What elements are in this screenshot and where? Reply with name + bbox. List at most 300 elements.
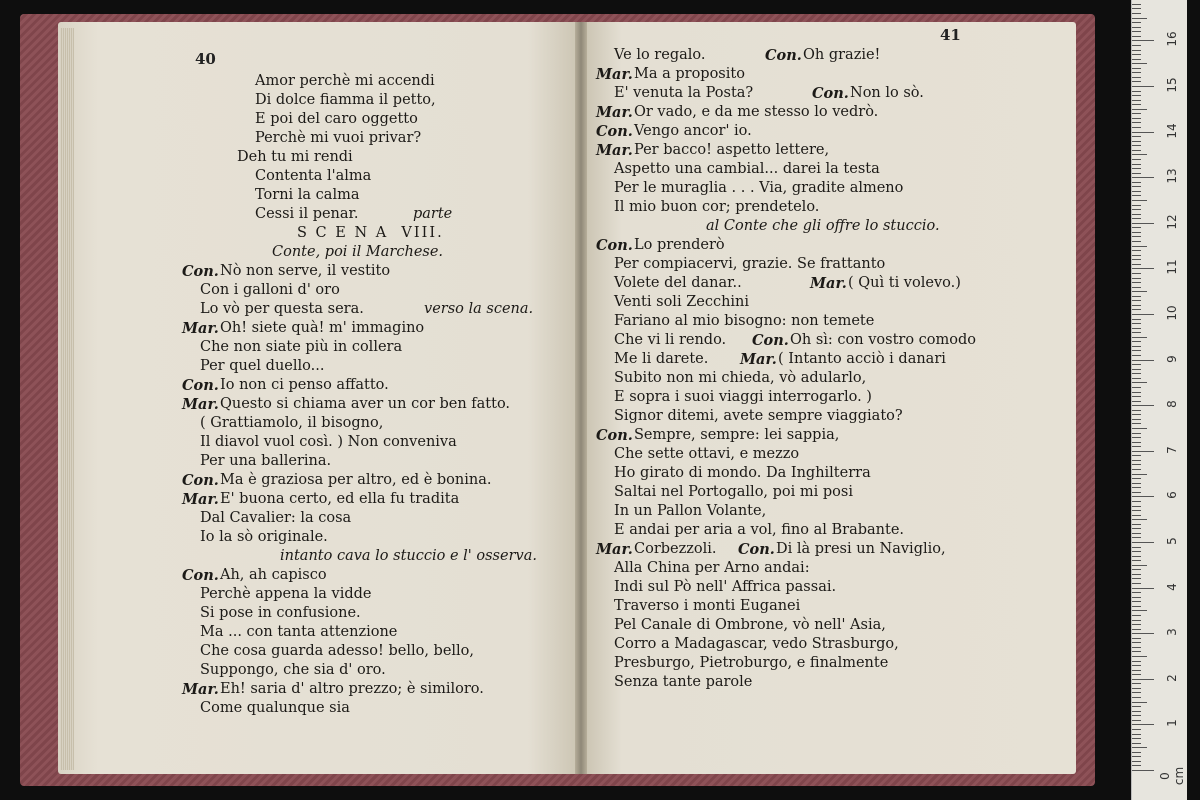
ruler-tick <box>1132 743 1141 744</box>
verse-text: Per bacco! aspetto lettere, <box>634 142 830 158</box>
ruler-tick <box>1132 328 1141 329</box>
verse-text: Amor perchè mi accendi <box>255 73 435 89</box>
ruler-tick <box>1132 396 1141 397</box>
text-line <box>0 578 1080 597</box>
ruler-tick <box>1132 433 1141 434</box>
ruler-tick <box>1132 127 1141 128</box>
verse-text: ( Grattiamolo, il bisogno, <box>200 415 384 431</box>
ruler-tick <box>1132 36 1141 37</box>
text-line <box>0 141 1080 160</box>
verse-text: Ma è graziosa per altro, ed è bonina. <box>220 472 492 488</box>
ruler-tick <box>1132 100 1141 101</box>
ruler-tick <box>1132 437 1141 438</box>
verse-text: Che sette ottavi, e mezzo <box>614 446 800 462</box>
ruler-tick <box>1132 392 1141 393</box>
ruler-tick <box>1132 13 1141 14</box>
ruler-tick <box>1132 519 1147 520</box>
ruler-tick <box>1132 715 1141 716</box>
ruler-tick <box>1132 91 1141 92</box>
ruler-label: 12 <box>1165 214 1179 230</box>
speaker-tag: Con. <box>596 237 633 254</box>
verse-text: Che vi li rendo. <box>614 332 727 348</box>
ruler-tick <box>1132 168 1141 169</box>
ruler-tick <box>1132 565 1147 566</box>
verse-text: Per le muraglia . . . Via, gradite almeno <box>614 180 904 196</box>
verse-text: Ve lo regalo. <box>614 47 706 63</box>
speaker-tag: Mar. <box>182 681 219 698</box>
verse-text: Presburgo, Pietroburgo, e finalmente <box>614 655 889 671</box>
speaker-tag: Con. <box>596 427 633 444</box>
stage-direction: verso la scena. <box>424 301 534 317</box>
verse-text: Il diavol vuol così. ) Non conveniva <box>200 434 457 450</box>
verse-text: Questo si chiama aver un cor ben fatto. <box>220 396 511 412</box>
speaker-tag: Con. <box>738 541 775 558</box>
ruler-tick <box>1132 186 1141 187</box>
verse-text: E poi del caro oggetto <box>255 111 418 127</box>
speaker-tag: Con. <box>812 85 849 102</box>
ruler-tick <box>1132 547 1141 548</box>
ruler-tick <box>1132 314 1154 315</box>
ruler-label: 5 <box>1165 537 1179 545</box>
ruler-tick <box>1132 496 1154 497</box>
text-line <box>0 274 1080 293</box>
ruler-tick <box>1132 524 1141 525</box>
ruler-tick <box>1132 341 1141 342</box>
ruler-tick <box>1132 109 1147 110</box>
ruler-tick <box>1132 250 1141 251</box>
ruler-tick <box>1132 460 1141 461</box>
ruler-tick <box>1132 268 1154 269</box>
speaker-tag: Con. <box>182 377 219 394</box>
text-line <box>0 255 1080 274</box>
ruler-tick <box>1132 615 1141 616</box>
verse-text: Vengo ancor' io. <box>634 123 752 139</box>
verse-text: Corbezzoli. <box>634 541 717 557</box>
verse-text: Fariano al mio bisogno: non temete <box>614 313 875 329</box>
text-line <box>0 198 1080 217</box>
ruler-tick <box>1132 145 1141 146</box>
verse-text: Cessi il penar. <box>255 206 359 222</box>
ruler-tick <box>1132 734 1141 735</box>
verse-text: Indi sul Pò nell' Affrica passai. <box>614 579 837 595</box>
verse-text: Me li darete. <box>614 351 709 367</box>
verse-text: Saltai nel Portogallo, poi mi posi <box>614 484 853 500</box>
ruler-tick <box>1132 63 1147 64</box>
verse-text: Pel Canale di Ombrone, vò nell' Asia, <box>614 617 886 633</box>
ruler-tick <box>1132 264 1141 265</box>
ruler-tick <box>1132 182 1141 183</box>
verse-text: E' buona certo, ed ella fu tradita <box>220 491 460 507</box>
ruler-tick <box>1132 528 1141 529</box>
verse-text: Sempre, sempre: lei sappia, <box>634 427 840 443</box>
verse-text: Io non ci penso affatto. <box>220 377 389 393</box>
ruler-label: 3 <box>1165 628 1179 637</box>
ruler-tick <box>1132 756 1141 757</box>
left-page-number: 40 <box>195 50 216 68</box>
ruler-label: 14 <box>1165 122 1179 139</box>
ruler-tick <box>1132 428 1147 429</box>
ruler-tick <box>1132 510 1141 511</box>
ruler-tick <box>1132 246 1147 247</box>
ruler-label: 6 <box>1165 491 1179 500</box>
ruler-tick <box>1132 483 1141 484</box>
text-line <box>0 179 1080 198</box>
ruler-label: 7 <box>1165 445 1179 454</box>
ruler-tick <box>1132 154 1147 155</box>
text-line <box>0 84 1080 103</box>
ruler-tick <box>1132 300 1141 301</box>
speaker-tag: Mar. <box>740 351 777 368</box>
text-line <box>0 160 1080 179</box>
text-line <box>0 502 1080 521</box>
verse-text: Senza tante parole <box>614 674 753 690</box>
ruler-tick <box>1132 506 1141 507</box>
ruler-label: 11 <box>1165 259 1179 276</box>
ruler-tick <box>1132 738 1141 739</box>
ruler-tick <box>1132 4 1141 5</box>
speaker-tag: Con. <box>182 472 219 489</box>
speaker-tag: Mar. <box>182 396 219 413</box>
text-line <box>0 369 1080 388</box>
ruler-tick <box>1132 118 1141 119</box>
ruler-tick <box>1132 141 1141 142</box>
ruler-tick <box>1132 132 1154 133</box>
ruler-tick <box>1132 761 1141 762</box>
ruler-tick <box>1132 752 1141 753</box>
ruler-tick <box>1132 706 1141 707</box>
text-line <box>0 445 1080 464</box>
verse-text: Venti soli Zecchini <box>614 294 750 310</box>
speaker-tag: Mar. <box>182 320 219 337</box>
verse-text: Ah, ah capisco <box>220 567 327 583</box>
ruler-label: 13 <box>1165 168 1179 184</box>
ruler-tick <box>1132 601 1141 602</box>
verse-text: Che cosa guarda adesso! bello, bello, <box>200 643 475 659</box>
ruler-tick <box>1132 177 1154 178</box>
ruler-tick <box>1132 515 1141 516</box>
ruler-tick <box>1132 569 1141 570</box>
verse-text: Subito non mi chieda, vò adularlo, <box>614 370 867 386</box>
verse-text: Si pose in confusione. <box>200 605 361 621</box>
verse-text: Lo prenderò <box>634 237 725 253</box>
ruler-tick <box>1132 464 1141 465</box>
ruler-tick <box>1132 674 1141 675</box>
verse-text: Aspetto una cambial... darei la testa <box>614 161 880 177</box>
ruler-tick <box>1132 469 1141 470</box>
ruler-tick <box>1132 647 1141 648</box>
verse-text: Suppongo, che sia d' oro. <box>200 662 386 678</box>
ruler-label: 8 <box>1165 400 1179 409</box>
ruler-tick <box>1132 770 1154 771</box>
ruler-tick <box>1132 670 1141 671</box>
ruler-tick <box>1132 59 1141 60</box>
ruler-tick <box>1132 273 1141 274</box>
ruler-tick <box>1132 638 1141 639</box>
verse-text: Lo vò per questa sera. <box>200 301 364 317</box>
ruler-tick <box>1132 45 1141 46</box>
ruler-tick <box>1132 455 1141 456</box>
ruler-tick <box>1132 259 1141 260</box>
verse-text: Eh! saria d' altro prezzo; è similoro. <box>220 681 484 697</box>
ruler-tick <box>1132 255 1141 256</box>
ruler-tick <box>1132 556 1141 557</box>
speaker-tag: Con. <box>596 123 633 140</box>
ruler-tick <box>1132 369 1141 370</box>
ruler-tick <box>1132 597 1141 598</box>
ruler-tick <box>1132 205 1141 206</box>
ruler-tick <box>1132 360 1154 361</box>
ruler-tick <box>1132 665 1141 666</box>
verse-text: Non lo sò. <box>850 85 924 101</box>
ruler-tick <box>1132 442 1141 443</box>
stage-direction: Conte, poi il Marchese. <box>272 244 444 260</box>
ruler-tick <box>1132 401 1141 402</box>
ruler-tick <box>1132 633 1154 634</box>
ruler-tick <box>1132 95 1141 96</box>
ruler-tick <box>1132 209 1141 210</box>
ruler-tick <box>1132 305 1141 306</box>
ruler-label: 4 <box>1165 582 1179 591</box>
ruler-tick <box>1132 332 1141 333</box>
stage-direction: parte <box>413 206 453 222</box>
ruler-tick <box>1132 702 1147 703</box>
text-line <box>0 65 1080 84</box>
text-line <box>0 312 1080 331</box>
ruler-tick <box>1132 629 1141 630</box>
ruler-tick <box>1132 31 1141 32</box>
ruler-label: 9 <box>1165 354 1179 363</box>
ruler-tick <box>1132 136 1141 137</box>
verse-text: Che non siate più in collera <box>200 339 403 355</box>
verse-text: Oh grazie! <box>803 47 881 63</box>
ruler-tick <box>1132 159 1141 160</box>
verse-text: E sopra i suoi viaggi interrogarlo. ) <box>614 389 872 405</box>
ruler-tick <box>1132 40 1154 41</box>
ruler-tick <box>1132 533 1141 534</box>
ruler-tick <box>1132 487 1141 488</box>
ruler-tick <box>1132 423 1141 424</box>
ruler-tick <box>1132 583 1141 584</box>
ruler-tick <box>1132 651 1141 652</box>
speaker-tag: Mar. <box>182 491 219 508</box>
ruler-tick <box>1132 77 1141 78</box>
verse-text: Alla China per Arno andai: <box>614 560 810 576</box>
stage-direction: intanto cava lo stuccio e l' osserva. <box>280 548 537 564</box>
ruler-tick <box>1132 679 1154 680</box>
verse-text: Or vado, e da me stesso lo vedrò. <box>634 104 879 120</box>
text-line <box>0 597 1080 616</box>
ruler-tick <box>1132 711 1141 712</box>
ruler-tick <box>1132 22 1141 23</box>
text-line <box>0 236 1080 255</box>
ruler-tick <box>1132 688 1141 689</box>
text-line <box>0 293 1080 312</box>
ruler-tick <box>1132 309 1141 310</box>
ruler-tick <box>1132 214 1141 215</box>
verse-text: Oh sì: con vostro comodo <box>790 332 977 348</box>
ruler-tick <box>1132 18 1147 19</box>
verse-text: Corro a Madagascar, vedo Strasburgo, <box>614 636 899 652</box>
speaker-tag: Con. <box>752 332 789 349</box>
verse-text: Contenta l'alma <box>255 168 372 184</box>
ruler-label: 2 <box>1165 673 1179 682</box>
ruler-tick <box>1132 419 1141 420</box>
verse-text: Per quel duello... <box>200 358 325 374</box>
verse-text: ( Intanto acciò i danari <box>778 351 946 367</box>
ruler-tick <box>1132 296 1141 297</box>
ruler-tick <box>1132 542 1154 543</box>
ruler-tick <box>1132 232 1141 233</box>
right-page-number: 41 <box>940 26 961 44</box>
ruler-tick <box>1132 218 1141 219</box>
verse-text: E andai per aria a vol, fino al Brabante. <box>614 522 905 538</box>
verse-text: Io la sò originale. <box>200 529 328 545</box>
text-line <box>0 122 1080 141</box>
ruler-tick <box>1132 642 1141 643</box>
ruler-label: 15 <box>1165 77 1179 93</box>
text-line <box>0 654 1080 673</box>
ruler-tick <box>1132 319 1141 320</box>
verse-text: ( Quì ti volevo.) <box>848 275 961 291</box>
ruler-tick <box>1132 574 1141 575</box>
stage-direction: al Conte che gli offre lo stuccio. <box>706 218 940 234</box>
ruler-tick <box>1132 492 1141 493</box>
verse-text: Oh! siete quà! m' immagino <box>220 320 425 336</box>
text-line <box>0 673 1080 692</box>
ruler-tick <box>1132 661 1141 662</box>
ruler-tick <box>1132 164 1141 165</box>
ruler-tick <box>1132 282 1141 283</box>
text-line <box>0 46 1080 65</box>
verse-text: Ho girato di mondo. Da Inghilterra <box>614 465 871 481</box>
verse-text: Perchè mi vuoi privar? <box>255 130 422 146</box>
speaker-tag: Mar. <box>596 541 633 558</box>
ruler-tick <box>1132 86 1154 87</box>
ruler-tick <box>1132 227 1141 228</box>
ruler-tick <box>1132 200 1147 201</box>
ruler-tick <box>1132 378 1141 379</box>
verse-text: E' venuta la Posta? <box>614 85 754 101</box>
verse-text: Come qualunque sia <box>200 700 350 716</box>
ruler-tick <box>1132 387 1141 388</box>
ruler-tick <box>1132 191 1141 192</box>
ruler-tick <box>1132 765 1141 766</box>
ruler-tick <box>1132 346 1141 347</box>
verse-text: Per una ballerina. <box>200 453 332 469</box>
verse-text: Volete del danar.. <box>614 275 742 291</box>
verse-text: Traverso i monti Euganei <box>614 598 801 614</box>
verse-text: Nò non serve, il vestito <box>220 263 391 279</box>
ruler-tick <box>1132 478 1141 479</box>
ruler-tick <box>1132 624 1141 625</box>
ruler-tick <box>1132 223 1154 224</box>
text-line <box>0 635 1080 654</box>
verse-text: Torni la calma <box>255 187 360 203</box>
speaker-tag: Con. <box>182 567 219 584</box>
ruler-tick <box>1132 578 1141 579</box>
ruler-tick <box>1132 337 1147 338</box>
ruler-label: 16 <box>1165 31 1179 48</box>
ruler-tick <box>1132 501 1141 502</box>
ruler-tick <box>1132 173 1141 174</box>
verse-text: Di là presi un Naviglio, <box>776 541 946 557</box>
text-line <box>0 407 1080 426</box>
text-line <box>0 217 1080 236</box>
text-line <box>0 699 580 718</box>
text-line <box>0 616 1080 635</box>
ruler-tick <box>1132 692 1141 693</box>
ruler-tick <box>1132 350 1141 351</box>
ruler-tick <box>1132 683 1141 684</box>
ruler-tick <box>1132 592 1141 593</box>
ruler-tick <box>1132 446 1141 447</box>
verse-text: Signor ditemi, avete sempre viaggiato? <box>614 408 903 424</box>
ruler-tick <box>1132 195 1141 196</box>
speaker-tag: Con. <box>765 47 802 64</box>
text-line <box>0 483 1080 502</box>
ruler-tick <box>1132 113 1141 114</box>
ruler-tick <box>1132 72 1141 73</box>
speaker-tag: Mar. <box>596 66 633 83</box>
speaker-tag: Mar. <box>596 104 633 121</box>
scene-heading: S C E N A VIII. <box>297 225 444 241</box>
ruler-tick <box>1132 241 1141 242</box>
ruler-tick <box>1132 68 1141 69</box>
text-line <box>0 388 1080 407</box>
ruler-label: 10 <box>1165 305 1179 321</box>
ruler-label: 1 <box>1165 719 1179 728</box>
ruler-tick <box>1132 382 1147 383</box>
speaker-tag: Mar. <box>810 275 847 292</box>
ruler-tick <box>1132 560 1141 561</box>
ruler-tick <box>1132 747 1147 748</box>
right-page-text <box>0 46 1080 692</box>
ruler-tick <box>1132 697 1141 698</box>
ruler-tick <box>1132 54 1141 55</box>
ruler-tick <box>1132 81 1141 82</box>
ruler-tick <box>1132 729 1141 730</box>
ruler-tick <box>1132 606 1141 607</box>
ruler-tick <box>1132 104 1141 105</box>
ruler-tick <box>1132 724 1154 725</box>
ruler-tick <box>1132 474 1147 475</box>
text-line <box>0 331 1080 350</box>
verse-text: Il mio buon cor; prendetelo. <box>614 199 820 215</box>
measuring-ruler <box>1131 0 1187 800</box>
text-line <box>0 464 1080 483</box>
verse-text: Di dolce fiamma il petto, <box>255 92 436 108</box>
verse-text: Deh tu mi rendi <box>237 149 353 165</box>
ruler-tick <box>1132 551 1141 552</box>
ruler-tick <box>1132 405 1154 406</box>
ruler-tick <box>1132 588 1154 589</box>
ruler-tick <box>1132 364 1141 365</box>
ruler-tick <box>1132 414 1141 415</box>
ruler-tick <box>1132 451 1154 452</box>
speaker-tag: Con. <box>182 263 219 280</box>
ruler-tick <box>1132 27 1141 28</box>
verse-text: Ma a proposito <box>634 66 745 82</box>
ruler-tick <box>1132 150 1141 151</box>
ruler-label: 0 cm <box>1158 766 1186 786</box>
ruler-tick <box>1132 278 1141 279</box>
text-line <box>0 103 1080 122</box>
text-line <box>0 426 1080 445</box>
verse-text: Con i galloni d' oro <box>200 282 340 298</box>
verse-text: Ma ... con tanta attenzione <box>200 624 398 640</box>
ruler-tick <box>1132 323 1141 324</box>
text-line <box>0 350 1080 369</box>
